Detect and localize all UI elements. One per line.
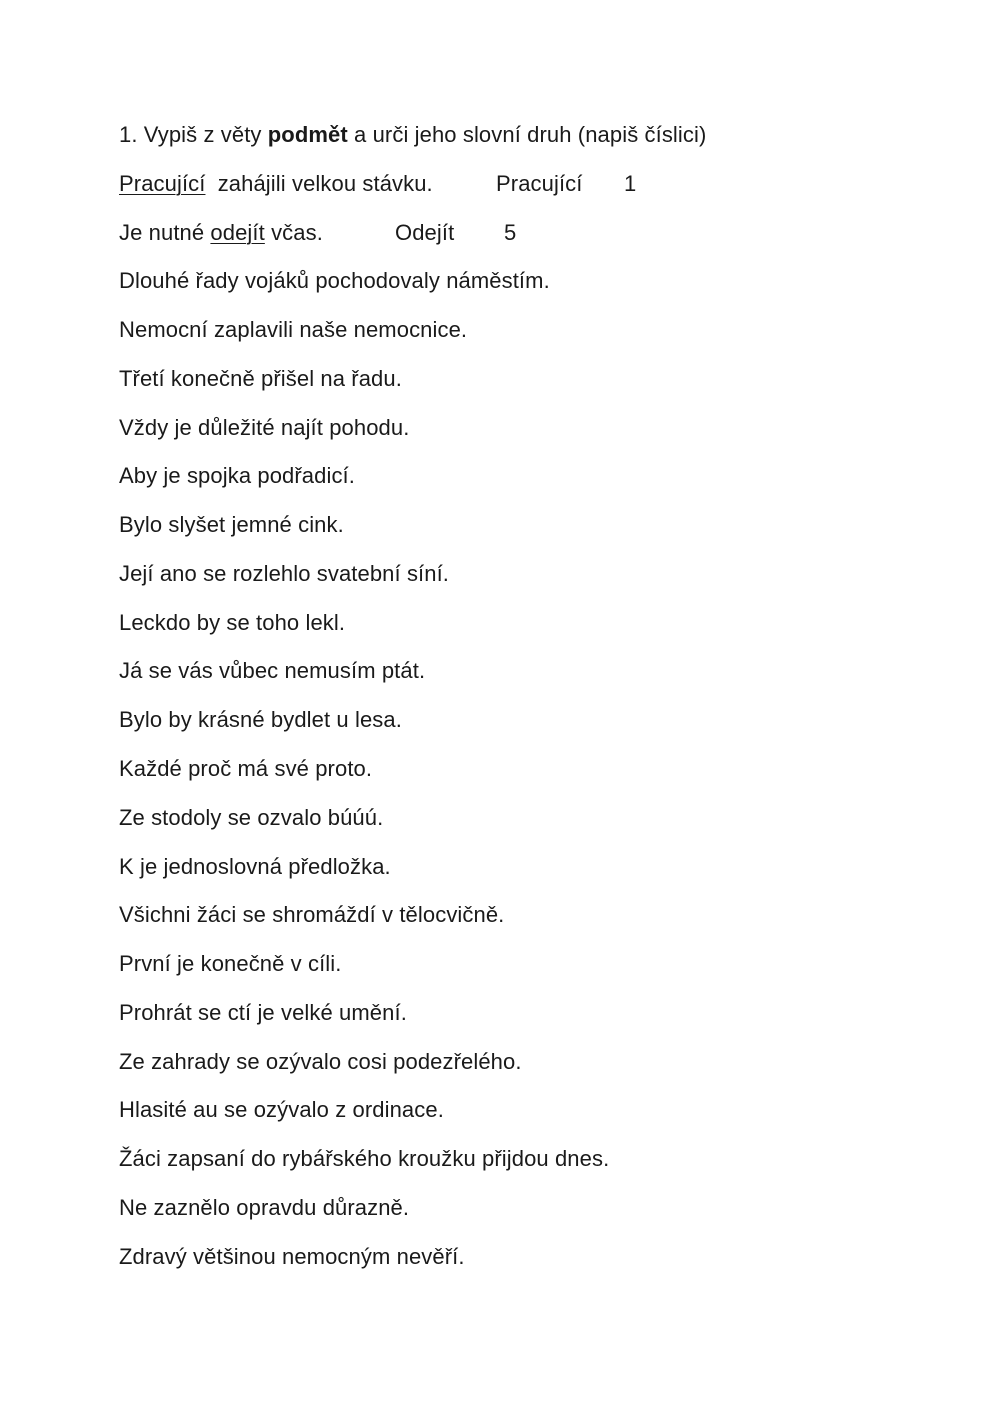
example-1-underlined-subject: Pracující — [119, 171, 206, 196]
task-heading — [119, 120, 706, 150]
sentence-19: Žáci zapsaní do rybářského kroužku přijdou dnes. — [119, 1146, 610, 1171]
example-row-2 — [119, 218, 517, 248]
sentence-21: Zdravý většinou nemocným nevěří. — [119, 1244, 465, 1269]
sentence-6: Bylo slyšet jemné cink. — [119, 512, 344, 537]
example-2-answer-number: 5 — [504, 220, 517, 245]
sentence-4: Vždy je důležité najít pohodu. — [119, 415, 410, 440]
example-2-answer-word: Odejít — [395, 220, 455, 245]
task-text-before: Vypiš z věty — [143, 122, 262, 147]
task-text-after: a urči jeho slovní druh (napiš číslici) — [354, 122, 707, 147]
example-row-1 — [119, 169, 637, 199]
sentence-2: Nemocní zaplavili naše nemocnice. — [119, 317, 468, 342]
sentence-15: První je konečně v cíli. — [119, 951, 342, 976]
sentence-5: Aby je spojka podřadicí. — [119, 463, 355, 488]
task-number: 1. — [119, 122, 138, 147]
example-1-rest: zahájili velkou stávku. — [217, 171, 433, 196]
example-1-answer-number: 1 — [624, 171, 637, 196]
sentence-13: K je jednoslovná předložka. — [119, 854, 391, 879]
example-1-answer-word: Pracující — [496, 171, 583, 196]
sentence-7: Její ano se rozlehlo svatební síní. — [119, 561, 450, 586]
sentence-3: Třetí konečně přišel na řadu. — [119, 366, 402, 391]
task-bold-word: podmět — [267, 122, 348, 147]
sentence-10: Bylo by krásné bydlet u lesa. — [119, 707, 402, 732]
sentence-17: Ze zahrady se ozývalo cosi podezřelého. — [119, 1049, 522, 1074]
sentence-8: Leckdo by se toho lekl. — [119, 610, 346, 635]
sentence-11: Každé proč má své proto. — [119, 756, 373, 781]
sentence-1: Dlouhé řady vojáků pochodovaly náměstím. — [119, 268, 550, 293]
example-2-rest: včas. — [271, 220, 323, 245]
sentence-9: Já se vás vůbec nemusím ptát. — [119, 658, 426, 683]
example-2-underlined-subject: odejít — [210, 220, 265, 245]
sentence-20: Ne zaznělo opravdu důrazně. — [119, 1195, 410, 1220]
sentence-14: Všichni žáci se shromáždí v tělocvičně. — [119, 902, 505, 927]
sentence-16: Prohrát se ctí je velké umění. — [119, 1000, 407, 1025]
example-2-prefix: Je nutné — [119, 220, 205, 245]
sentence-18: Hlasité au se ozývalo z ordinace. — [119, 1097, 444, 1122]
sentence-12: Ze stodoly se ozvalo búúú. — [119, 805, 384, 830]
